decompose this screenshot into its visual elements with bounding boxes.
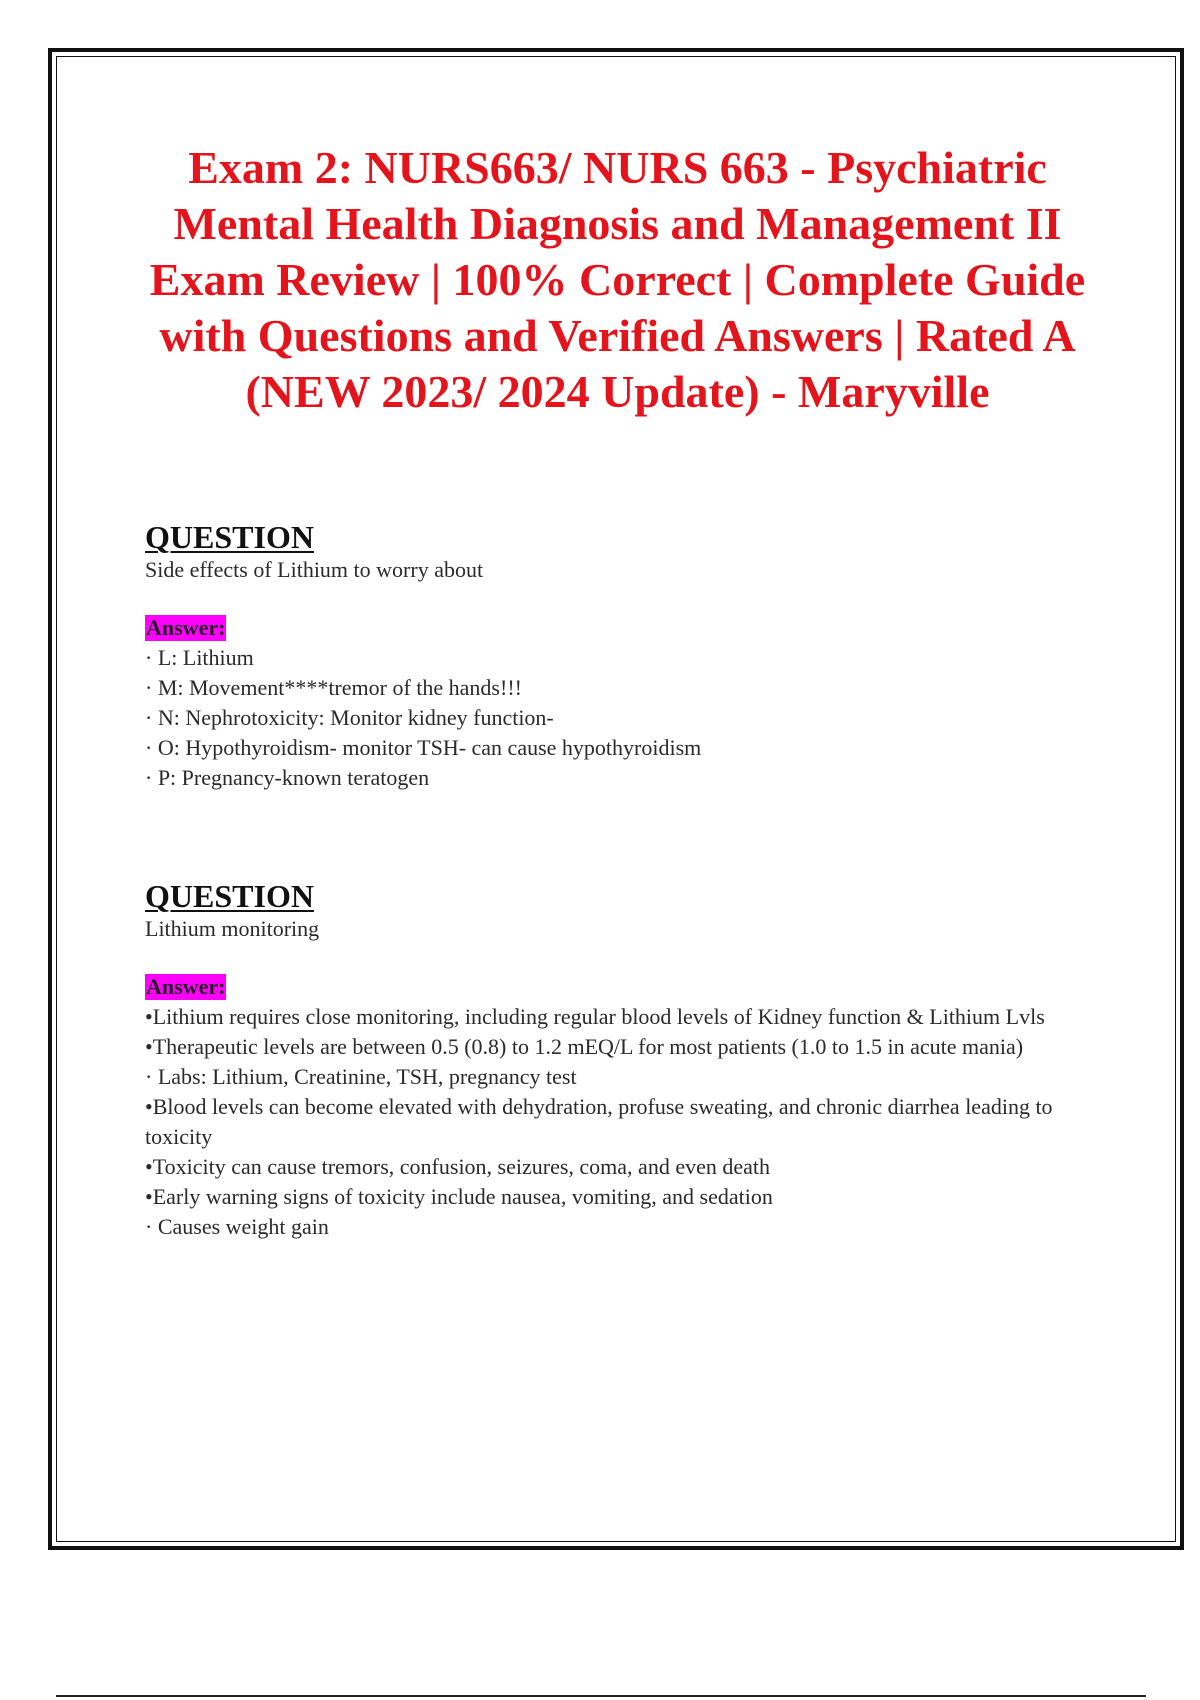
answer-line: · L: Lithium bbox=[145, 645, 254, 670]
document-title: Exam 2: NURS663/ NURS 663 - Psychiatric Mental Health Diagnosis and Management II Exam Review | 100% Correct | Complete Guide with Questions and Verified Answers | Rated A (NEW 2023/ 2024 Update) - Maryville bbox=[149, 142, 1086, 417]
question-text: Side effects of Lithium to worry about bbox=[145, 557, 484, 582]
question-heading: QUESTION bbox=[145, 519, 314, 555]
answer-line: •Early warning signs of toxicity include nausea, vomiting, and sedation bbox=[145, 1184, 773, 1209]
answer-line: · Causes weight gain bbox=[145, 1214, 329, 1239]
answer-line: · M: Movement****tremor of the hands!!! bbox=[145, 675, 522, 700]
answer-label: Answer: bbox=[146, 974, 226, 999]
answer-line: •Therapeutic levels are between 0.5 (0.8) to 1.2 mEQ/L for most patients (1.0 to 1.5 in acute mania) bbox=[145, 1034, 1024, 1059]
answer-line: · N: Nephrotoxicity: Monitor kidney function- bbox=[145, 705, 554, 730]
question-text: Lithium monitoring bbox=[145, 916, 320, 941]
answer-line: · Labs: Lithium, Creatinine, TSH, pregnancy test bbox=[145, 1064, 577, 1089]
answer-list bbox=[145, 1002, 1085, 1242]
question-block-1 bbox=[145, 519, 1085, 793]
answer-line: •Lithium requires close monitoring, including regular blood levels of Kidney function & Lithium Lvls bbox=[145, 1004, 1045, 1029]
answer-label: Answer: bbox=[146, 615, 226, 640]
answer-line: •Toxicity can cause tremors, confusion, seizures, coma, and even death bbox=[145, 1154, 770, 1179]
answer-line: · O: Hypothyroidism- monitor TSH- can cause hypothyroidism bbox=[145, 735, 702, 760]
question-block-2 bbox=[145, 878, 1085, 1242]
question-heading: QUESTION bbox=[145, 878, 314, 914]
footer-divider bbox=[56, 1695, 1146, 1697]
answer-line: · P: Pregnancy-known teratogen bbox=[145, 765, 430, 790]
answer-line: •Blood levels can become elevated with dehydration, profuse sweating, and chronic diarrhea leading to toxicity bbox=[145, 1094, 1053, 1149]
answer-list bbox=[145, 643, 1085, 793]
